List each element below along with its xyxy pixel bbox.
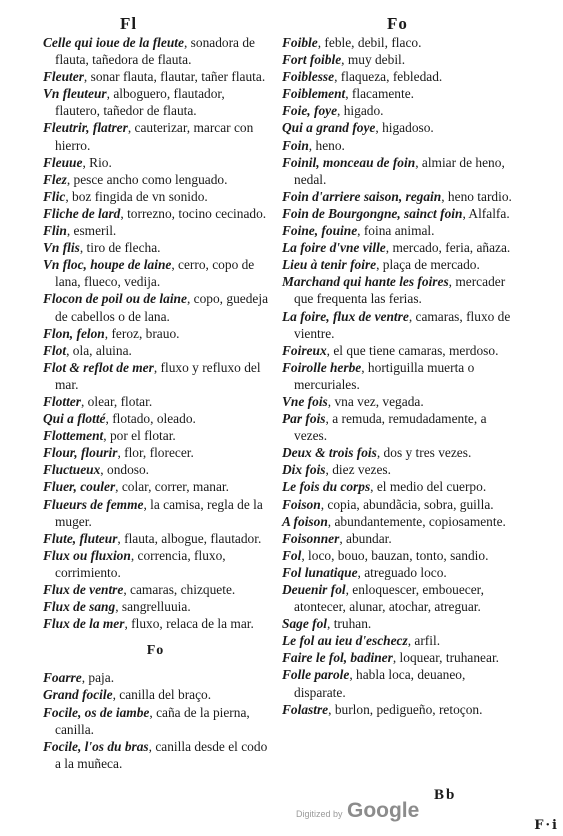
entry-headword: Foinil, monceau de foin (282, 154, 416, 170)
dictionary-entry (282, 666, 512, 700)
entry-definition: , Rio. (82, 154, 112, 170)
entry-headword: Vn floc, houpe de laine (43, 257, 172, 273)
entry-definition: , flaqueza, febledad. (334, 69, 443, 85)
dictionary-entry (282, 222, 512, 239)
entry-definition: , heno tardio. (441, 188, 512, 204)
dictionary-entry (282, 119, 512, 136)
dictionary-entry (43, 686, 268, 703)
entry-definition: , esmeril. (66, 223, 117, 239)
dictionary-entry (43, 119, 268, 153)
dictionary-entry (282, 461, 512, 478)
signature-mark: Bb (434, 787, 457, 803)
entry-headword: Focile, l'os du bras (43, 738, 149, 754)
entry-definition: , flor, florecer. (117, 445, 194, 461)
entry-headword: Flueurs de femme (43, 496, 144, 512)
entry-definition: , a remuda, remudadamente, a vezes. (294, 411, 487, 444)
dictionary-entry (43, 427, 268, 444)
dictionary-entry (43, 669, 268, 686)
entry-headword: Fleuter (43, 69, 84, 85)
entry-definition: , correncia, fluxo, corrimiento. (55, 547, 226, 580)
entry-definition: , feroz, brauo. (104, 325, 180, 341)
dictionary-entry (43, 547, 268, 581)
entry-headword: Flot & reflot de mer (43, 359, 154, 375)
dictionary-entry (282, 701, 512, 718)
entry-headword: Lieu à tenir foire (282, 257, 377, 273)
entry-definition: , pesce ancho como lenguado. (66, 171, 228, 187)
entry-definition: , abundantemente, copiosamente. (327, 513, 506, 529)
entry-headword: Foirolle herbe (282, 359, 362, 375)
dictionary-entry (43, 581, 268, 598)
dictionary-entry (43, 222, 268, 239)
entry-definition: , mercader que frequenta las ferias. (294, 274, 506, 307)
entry-definition: , almiar de heno, nedal. (294, 154, 505, 187)
running-head-right: Fo (387, 14, 408, 33)
entry-headword: Vne fois (282, 393, 328, 409)
entry-headword: Deux & trois fois (282, 445, 377, 461)
dictionary-entry (282, 85, 512, 102)
dictionary-entry (282, 530, 512, 547)
dictionary-entry (282, 205, 512, 222)
running-head-left: Fl (120, 14, 138, 33)
dictionary-entry (43, 359, 268, 393)
dictionary-entry (282, 102, 512, 119)
watermark-brand: Google (346, 799, 420, 822)
entry-headword: Flux de sang (43, 599, 116, 615)
entry-definition: , flotado, oleado. (105, 411, 196, 427)
entry-definition: , loco, bouo, bauzan, tonto, sandio. (301, 547, 489, 563)
entry-headword: Flotter (43, 393, 81, 409)
entry-definition: , copo, guedeja de cabellos o de lana. (55, 291, 269, 324)
entry-definition: , camaras, chizquete. (123, 582, 236, 597)
entry-headword: Celle qui ioue de la fleute (43, 35, 184, 50)
dictionary-entry (282, 273, 512, 307)
entry-definition: , sangrelluuia. (115, 599, 191, 615)
dictionary-entry (282, 581, 512, 615)
entry-definition: , feble, debil, flaco. (317, 35, 422, 50)
dictionary-entry (282, 547, 512, 564)
entry-definition: , truhan. (327, 616, 372, 632)
entry-headword: Foin de Bourgongne, sainct foin (282, 205, 463, 221)
entry-definition: , tiro de flecha. (79, 240, 161, 256)
entry-definition: , foina animal. (357, 223, 435, 239)
entry-definition: , paja. (81, 670, 115, 686)
entry-definition: , por el flotar. (103, 428, 176, 444)
entry-headword: Fliche de lard (43, 205, 121, 221)
right-column (282, 34, 512, 718)
entry-headword: Foin (282, 137, 309, 153)
entry-definition: , muy debil. (341, 52, 406, 68)
entry-headword: Focile, os de iambe (43, 704, 150, 720)
entry-headword: Flot (43, 342, 67, 358)
dictionary-entry (282, 359, 512, 393)
dictionary-entry (43, 598, 268, 615)
entry-definition: , habla loca, deuaneo, disparate. (294, 667, 466, 700)
entry-definition: , abundar. (339, 530, 392, 546)
dictionary-entry (43, 325, 268, 342)
dictionary-entry (282, 564, 512, 581)
dictionary-entry (282, 513, 512, 530)
entry-headword: Flute, fluteur (43, 530, 118, 546)
dictionary-entry (43, 738, 268, 772)
entry-headword: Flour, flourir (43, 445, 118, 461)
dictionary-entry (282, 308, 512, 342)
entry-definition: , copia, abundãcia, sobra, guilla. (320, 496, 494, 512)
entry-headword: Folastre (282, 701, 329, 717)
dictionary-entry (282, 34, 512, 51)
watermark-prefix: Digitized by (296, 809, 343, 819)
dictionary-entry (282, 154, 512, 188)
entry-definition: , diez vezes. (325, 462, 391, 478)
entry-definition: , burlon, pedigueño, retoçon. (328, 701, 483, 717)
dictionary-entry (43, 342, 268, 359)
entry-definition: , el que tiene camaras, merdoso. (326, 342, 499, 358)
entry-definition: , enloquescer, embouecer, atontecer, alunar, atochar, atreguar. (294, 582, 484, 615)
entry-definition: , atreguado loco. (357, 564, 447, 580)
dictionary-entry (43, 85, 268, 119)
dictionary-entry (282, 239, 512, 256)
entry-headword: Faire le fol, badiner (282, 650, 393, 666)
entry-headword: Fluctueux (43, 462, 101, 478)
dictionary-entry (43, 410, 268, 427)
dictionary-entry (282, 393, 512, 410)
entry-headword: Le fol au ieu d'eschecz (282, 633, 408, 649)
entry-headword: Deuenir fol (282, 582, 346, 597)
dictionary-entry (43, 171, 268, 188)
entry-definition: , la camisa, regla de la muger. (55, 496, 263, 529)
entry-definition: , canilla del braço. (112, 687, 212, 703)
dictionary-entry (282, 68, 512, 85)
dictionary-entry (282, 496, 512, 513)
dictionary-entry (282, 649, 512, 666)
entry-definition: , flauta, albogue, flautador. (117, 530, 262, 546)
entry-definition: , boz fingida de vn sonido. (65, 188, 208, 204)
entry-headword: La foire d'vne ville (282, 240, 386, 256)
dictionary-entry (43, 290, 268, 324)
entry-headword: Grand focile (43, 687, 113, 703)
entry-definition: , dos y tres vezes. (376, 445, 472, 461)
dictionary-entry (282, 137, 512, 154)
entry-headword: Qui a grand foye (282, 120, 376, 136)
entry-headword: A foison (282, 513, 328, 529)
entry-headword: Foison (282, 496, 321, 512)
entry-headword: Le fois du corps (282, 479, 371, 495)
entry-definition: , plaça de mercado. (376, 257, 480, 273)
entry-definition: , higadoso. (375, 120, 434, 136)
entry-headword: Marchand qui hante les foires (282, 274, 449, 290)
left-entry-list-2 (43, 669, 268, 772)
entry-headword: Dix fois (282, 462, 326, 478)
entry-headword: Fol (282, 547, 302, 563)
entry-definition: , Alfalfa. (462, 205, 510, 221)
entry-headword: Par fois (282, 411, 326, 427)
entry-headword: Qui a flotté (43, 411, 106, 427)
entry-definition: , cauterizar, marcar con hierro. (55, 120, 254, 153)
entry-definition: , caña de la pierna, canilla. (55, 704, 250, 737)
entry-headword: Flux de la mer (43, 616, 125, 632)
entry-headword: Fluer, couler (43, 479, 116, 495)
dictionary-entry (43, 68, 268, 85)
entry-definition: , camaras, fluxo de vientre. (294, 308, 511, 341)
dictionary-entry (282, 478, 512, 495)
dictionary-entry (43, 496, 268, 530)
entry-definition: , ola, aluina. (66, 342, 132, 358)
left-column (43, 34, 268, 772)
dictionary-entry (43, 530, 268, 547)
entry-headword: Foiblesse (282, 69, 335, 85)
dictionary-entry (282, 256, 512, 273)
dictionary-entry (282, 615, 512, 632)
entry-definition: , hortiguilla muerta o mercuriales. (294, 359, 475, 392)
entry-headword: Folle parole (282, 667, 350, 683)
entry-definition: , loquear, truhanear. (392, 650, 500, 666)
entry-definition: , sonadora de flauta, tañedora de flauta. (55, 35, 255, 68)
entry-headword: Fleuue (43, 154, 83, 170)
entry-definition: , higado. (337, 103, 384, 119)
dictionary-entry (282, 188, 512, 205)
entry-definition: , fluxo, relaca de la mar. (124, 616, 254, 632)
corner-mark: F·i (534, 818, 559, 833)
entry-headword: Flocon de poil ou de laine (43, 291, 187, 307)
left-entry-list (43, 34, 268, 632)
entry-definition: , torrezno, tocino cecinado. (120, 205, 267, 221)
entry-definition: , cerro, copo de lana, flueco, vedija. (55, 257, 255, 290)
entry-headword: Flon, felon (43, 325, 105, 341)
entry-headword: Foine, fouine (282, 223, 358, 239)
entry-definition: , sonar flauta, flautar, tañer flauta. (83, 69, 266, 85)
dictionary-entry (43, 393, 268, 410)
entry-headword: Vn flis (43, 240, 80, 256)
dictionary-entry (43, 34, 268, 68)
dictionary-entry (43, 461, 268, 478)
entry-headword: Fol lunatique (282, 564, 358, 580)
entry-definition: , ondoso. (100, 462, 150, 478)
entry-headword: Foin d'arriere saison, regain (282, 188, 442, 204)
entry-definition: , arfil. (407, 633, 441, 649)
dictionary-entry (43, 704, 268, 738)
entry-headword: Flux de ventre (43, 582, 124, 597)
digitized-watermark (296, 799, 419, 823)
entry-headword: Foie, foye (282, 103, 338, 119)
section-heading-fo: Fo (146, 643, 165, 659)
entry-headword: Flin (43, 223, 67, 239)
entry-definition: , flacamente. (345, 86, 415, 102)
dictionary-entry (282, 632, 512, 649)
entry-definition: , olear, flotar. (80, 393, 153, 409)
right-entry-list (282, 34, 512, 718)
dictionary-entry (282, 342, 512, 359)
entry-headword: Foisonner (282, 530, 340, 546)
entry-headword: Foarre (43, 670, 82, 686)
entry-headword: Fort foible (282, 52, 342, 68)
entry-definition: , el medio del cuerpo. (370, 479, 487, 495)
dictionary-entry (282, 51, 512, 68)
dictionary-entry (43, 239, 268, 256)
entry-headword: Vn fleuteur (43, 86, 107, 102)
entry-definition: , fluxo y refluxo del mar. (55, 359, 261, 392)
entry-definition: , colar, correr, manar. (115, 479, 229, 495)
entry-headword: Flottement (43, 428, 104, 444)
dictionary-entry (282, 444, 512, 461)
dictionary-entry (43, 154, 268, 171)
entry-headword: Foible (282, 35, 318, 50)
dictionary-entry (43, 188, 268, 205)
entry-definition: , mercado, feria, añaza. (385, 240, 511, 256)
dictionary-entry (43, 444, 268, 461)
dictionary-entry (43, 615, 268, 632)
entry-definition: , heno. (308, 137, 345, 153)
entry-headword: Foireux (282, 342, 327, 358)
entry-headword: Fleutrir, flatrer (43, 120, 128, 136)
entry-definition: , alboguero, flautador, flautero, tañedor de flauta. (55, 86, 225, 119)
entry-definition: , canilla desde el codo a la muñeca. (55, 738, 268, 771)
dictionary-entry (43, 256, 268, 290)
dictionary-entry (43, 205, 268, 222)
entry-headword: Flic (43, 188, 66, 204)
entry-headword: Flez (43, 171, 67, 187)
entry-headword: Sage fol (282, 616, 328, 632)
entry-headword: Foiblement (282, 86, 346, 102)
dictionary-entry (43, 478, 268, 495)
entry-definition: , vna vez, vegada. (327, 393, 424, 409)
entry-headword: Flux ou fluxion (43, 547, 131, 563)
entry-headword: La foire, flux de ventre (282, 308, 409, 324)
dictionary-entry (282, 410, 512, 444)
